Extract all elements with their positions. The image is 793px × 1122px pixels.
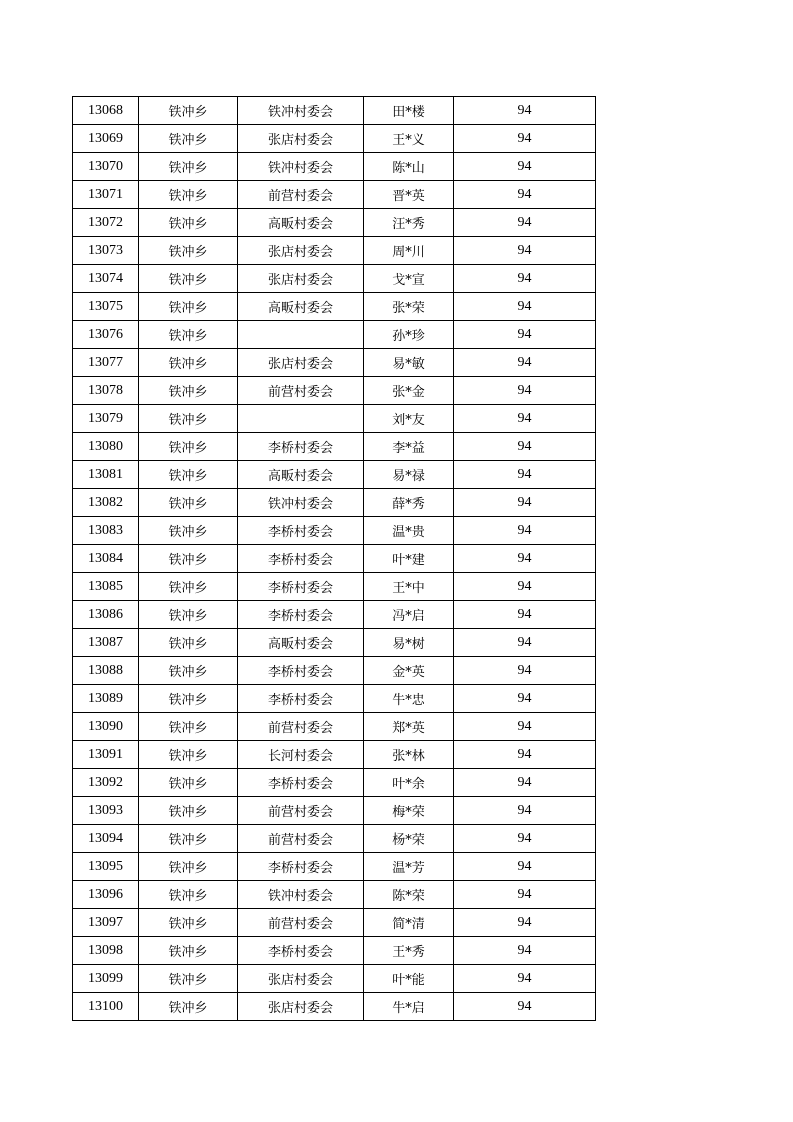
township-cell: 铁冲乡 (139, 433, 238, 461)
value-cell: 94 (454, 377, 596, 405)
row-number-cell: 13069 (73, 125, 139, 153)
person-name-cell: 易*敏 (364, 349, 454, 377)
township-cell: 铁冲乡 (139, 769, 238, 797)
value-cell: 94 (454, 909, 596, 937)
value-cell: 94 (454, 517, 596, 545)
value-cell: 94 (454, 433, 596, 461)
table-row (73, 741, 596, 769)
value-cell: 94 (454, 881, 596, 909)
township-cell: 铁冲乡 (139, 909, 238, 937)
township-cell: 铁冲乡 (139, 713, 238, 741)
value-cell: 94 (454, 629, 596, 657)
village-cell: 铁冲村委会 (238, 97, 364, 125)
township-cell: 铁冲乡 (139, 293, 238, 321)
township-cell: 铁冲乡 (139, 741, 238, 769)
table-row (73, 461, 596, 489)
township-cell: 铁冲乡 (139, 517, 238, 545)
value-cell: 94 (454, 265, 596, 293)
table-row (73, 601, 596, 629)
value-cell: 94 (454, 209, 596, 237)
village-cell: 李桥村委会 (238, 657, 364, 685)
value-cell: 94 (454, 181, 596, 209)
table-row (73, 545, 596, 573)
row-number-cell: 13092 (73, 769, 139, 797)
row-number-cell: 13079 (73, 405, 139, 433)
row-number-cell: 13097 (73, 909, 139, 937)
person-name-cell: 牛*忠 (364, 685, 454, 713)
person-name-cell: 张*荣 (364, 293, 454, 321)
table-row (73, 153, 596, 181)
township-cell: 铁冲乡 (139, 237, 238, 265)
table-row (73, 629, 596, 657)
table-row (73, 965, 596, 993)
row-number-cell: 13076 (73, 321, 139, 349)
township-cell: 铁冲乡 (139, 853, 238, 881)
value-cell: 94 (454, 825, 596, 853)
township-cell: 铁冲乡 (139, 125, 238, 153)
table-row (73, 909, 596, 937)
value-cell: 94 (454, 489, 596, 517)
table-row (73, 321, 596, 349)
village-cell: 李桥村委会 (238, 937, 364, 965)
person-name-cell: 张*金 (364, 377, 454, 405)
person-name-cell: 张*林 (364, 741, 454, 769)
table-row (73, 293, 596, 321)
person-name-cell: 郑*英 (364, 713, 454, 741)
person-name-cell: 牛*启 (364, 993, 454, 1021)
village-cell: 张店村委会 (238, 965, 364, 993)
value-cell: 94 (454, 965, 596, 993)
township-cell: 铁冲乡 (139, 685, 238, 713)
person-name-cell: 薛*秀 (364, 489, 454, 517)
village-cell: 铁冲村委会 (238, 489, 364, 517)
row-number-cell: 13096 (73, 881, 139, 909)
value-cell: 94 (454, 937, 596, 965)
row-number-cell: 13094 (73, 825, 139, 853)
value-cell: 94 (454, 97, 596, 125)
row-number-cell: 13075 (73, 293, 139, 321)
table-row (73, 265, 596, 293)
person-name-cell: 叶*能 (364, 965, 454, 993)
village-cell: 长河村委会 (238, 741, 364, 769)
village-cell (238, 321, 364, 349)
person-name-cell: 戈*宣 (364, 265, 454, 293)
township-cell: 铁冲乡 (139, 377, 238, 405)
village-cell: 前营村委会 (238, 825, 364, 853)
table-row (73, 713, 596, 741)
township-cell: 铁冲乡 (139, 461, 238, 489)
village-cell: 张店村委会 (238, 237, 364, 265)
township-cell: 铁冲乡 (139, 937, 238, 965)
row-number-cell: 13085 (73, 573, 139, 601)
value-cell: 94 (454, 293, 596, 321)
person-name-cell: 易*禄 (364, 461, 454, 489)
township-cell: 铁冲乡 (139, 405, 238, 433)
person-name-cell: 王*中 (364, 573, 454, 601)
township-cell: 铁冲乡 (139, 825, 238, 853)
village-cell: 张店村委会 (238, 265, 364, 293)
village-cell: 李桥村委会 (238, 545, 364, 573)
village-cell: 李桥村委会 (238, 601, 364, 629)
value-cell: 94 (454, 153, 596, 181)
person-name-cell: 叶*建 (364, 545, 454, 573)
table-row (73, 377, 596, 405)
data-table (72, 96, 596, 1021)
village-cell: 前营村委会 (238, 377, 364, 405)
village-cell: 前营村委会 (238, 797, 364, 825)
table-row (73, 573, 596, 601)
village-cell (238, 405, 364, 433)
township-cell: 铁冲乡 (139, 97, 238, 125)
person-name-cell: 陈*荣 (364, 881, 454, 909)
township-cell: 铁冲乡 (139, 993, 238, 1021)
township-cell: 铁冲乡 (139, 629, 238, 657)
row-number-cell: 13091 (73, 741, 139, 769)
row-number-cell: 13071 (73, 181, 139, 209)
person-name-cell: 简*清 (364, 909, 454, 937)
village-cell: 前营村委会 (238, 909, 364, 937)
township-cell: 铁冲乡 (139, 321, 238, 349)
village-cell: 高畈村委会 (238, 461, 364, 489)
township-cell: 铁冲乡 (139, 209, 238, 237)
row-number-cell: 13088 (73, 657, 139, 685)
person-name-cell: 田*楼 (364, 97, 454, 125)
value-cell: 94 (454, 685, 596, 713)
person-name-cell: 金*英 (364, 657, 454, 685)
table-body (73, 97, 596, 1021)
village-cell: 铁冲村委会 (238, 881, 364, 909)
village-cell: 李桥村委会 (238, 433, 364, 461)
row-number-cell: 13089 (73, 685, 139, 713)
table-row (73, 657, 596, 685)
person-name-cell: 孙*珍 (364, 321, 454, 349)
table-row (73, 825, 596, 853)
village-cell: 李桥村委会 (238, 573, 364, 601)
village-cell: 高畈村委会 (238, 209, 364, 237)
table-row (73, 209, 596, 237)
value-cell: 94 (454, 573, 596, 601)
value-cell: 94 (454, 741, 596, 769)
table-row (73, 517, 596, 545)
township-cell: 铁冲乡 (139, 153, 238, 181)
township-cell: 铁冲乡 (139, 573, 238, 601)
person-name-cell: 王*秀 (364, 937, 454, 965)
township-cell: 铁冲乡 (139, 657, 238, 685)
row-number-cell: 13073 (73, 237, 139, 265)
person-name-cell: 杨*荣 (364, 825, 454, 853)
value-cell: 94 (454, 769, 596, 797)
row-number-cell: 13078 (73, 377, 139, 405)
value-cell: 94 (454, 545, 596, 573)
value-cell: 94 (454, 601, 596, 629)
township-cell: 铁冲乡 (139, 601, 238, 629)
village-cell: 张店村委会 (238, 993, 364, 1021)
township-cell: 铁冲乡 (139, 181, 238, 209)
township-cell: 铁冲乡 (139, 489, 238, 517)
village-cell: 李桥村委会 (238, 517, 364, 545)
value-cell: 94 (454, 797, 596, 825)
value-cell: 94 (454, 125, 596, 153)
row-number-cell: 13086 (73, 601, 139, 629)
person-name-cell: 汪*秀 (364, 209, 454, 237)
township-cell: 铁冲乡 (139, 545, 238, 573)
township-cell: 铁冲乡 (139, 881, 238, 909)
table-row (73, 97, 596, 125)
person-name-cell: 温*贵 (364, 517, 454, 545)
table-row (73, 685, 596, 713)
row-number-cell: 13081 (73, 461, 139, 489)
village-cell: 高畈村委会 (238, 293, 364, 321)
village-cell: 铁冲村委会 (238, 153, 364, 181)
person-name-cell: 王*义 (364, 125, 454, 153)
value-cell: 94 (454, 713, 596, 741)
row-number-cell: 13070 (73, 153, 139, 181)
table-row (73, 349, 596, 377)
township-cell: 铁冲乡 (139, 797, 238, 825)
value-cell: 94 (454, 853, 596, 881)
row-number-cell: 13087 (73, 629, 139, 657)
person-name-cell: 周*川 (364, 237, 454, 265)
row-number-cell: 13074 (73, 265, 139, 293)
row-number-cell: 13072 (73, 209, 139, 237)
row-number-cell: 13080 (73, 433, 139, 461)
township-cell: 铁冲乡 (139, 349, 238, 377)
person-name-cell: 冯*启 (364, 601, 454, 629)
table-row (73, 489, 596, 517)
village-cell: 高畈村委会 (238, 629, 364, 657)
table-row (73, 993, 596, 1021)
row-number-cell: 13100 (73, 993, 139, 1021)
row-number-cell: 13084 (73, 545, 139, 573)
person-name-cell: 温*芳 (364, 853, 454, 881)
person-name-cell: 晋*英 (364, 181, 454, 209)
table-row (73, 125, 596, 153)
table-row (73, 769, 596, 797)
table-row (73, 433, 596, 461)
person-name-cell: 陈*山 (364, 153, 454, 181)
village-cell: 李桥村委会 (238, 853, 364, 881)
person-name-cell: 易*树 (364, 629, 454, 657)
row-number-cell: 13090 (73, 713, 139, 741)
row-number-cell: 13068 (73, 97, 139, 125)
table-row (73, 405, 596, 433)
row-number-cell: 13098 (73, 937, 139, 965)
value-cell: 94 (454, 461, 596, 489)
village-cell: 张店村委会 (238, 125, 364, 153)
village-cell: 李桥村委会 (238, 769, 364, 797)
table-row (73, 237, 596, 265)
table-row (73, 937, 596, 965)
row-number-cell: 13099 (73, 965, 139, 993)
person-name-cell: 叶*余 (364, 769, 454, 797)
row-number-cell: 13083 (73, 517, 139, 545)
village-cell: 前营村委会 (238, 181, 364, 209)
row-number-cell: 13095 (73, 853, 139, 881)
value-cell: 94 (454, 349, 596, 377)
row-number-cell: 13077 (73, 349, 139, 377)
value-cell: 94 (454, 405, 596, 433)
value-cell: 94 (454, 321, 596, 349)
village-cell: 李桥村委会 (238, 685, 364, 713)
row-number-cell: 13082 (73, 489, 139, 517)
person-name-cell: 刘*友 (364, 405, 454, 433)
row-number-cell: 13093 (73, 797, 139, 825)
person-name-cell: 梅*荣 (364, 797, 454, 825)
table-row (73, 797, 596, 825)
value-cell: 94 (454, 993, 596, 1021)
table-row (73, 881, 596, 909)
person-name-cell: 李*益 (364, 433, 454, 461)
value-cell: 94 (454, 237, 596, 265)
township-cell: 铁冲乡 (139, 265, 238, 293)
table-row (73, 853, 596, 881)
village-cell: 张店村委会 (238, 349, 364, 377)
value-cell: 94 (454, 657, 596, 685)
table-row (73, 181, 596, 209)
township-cell: 铁冲乡 (139, 965, 238, 993)
village-cell: 前营村委会 (238, 713, 364, 741)
